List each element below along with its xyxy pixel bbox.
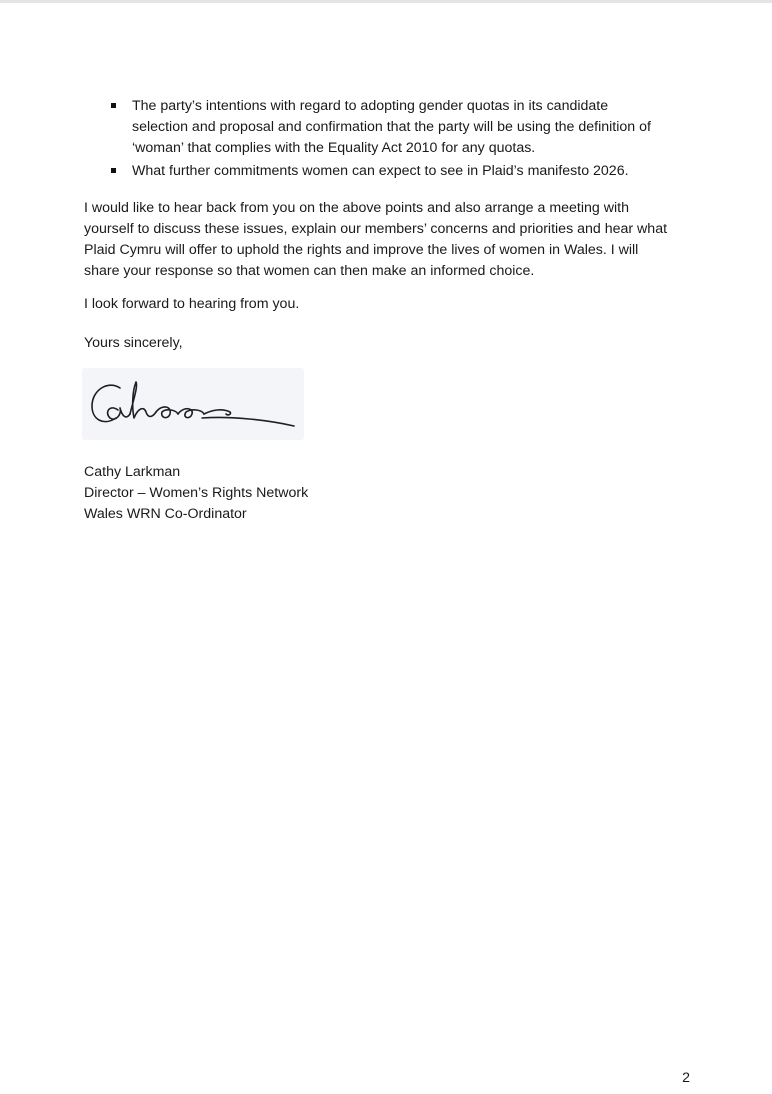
bullet-item-manifesto bbox=[84, 161, 684, 182]
closing-line: I look forward to hearing from you. bbox=[84, 296, 300, 312]
bullet-line: The party’s intentions with regard to adopting gender quotas in its candidate bbox=[132, 98, 609, 114]
paragraph-line: Plaid Cymru will offer to uphold the rights and improve the lives of women in Wales. I will bbox=[84, 242, 639, 258]
bullet-line: selection and proposal and confirmation that the party will be using the definition of bbox=[132, 119, 651, 135]
paragraph-line: I would like to hear back from you on the above points and also arrange a meeting with bbox=[84, 200, 629, 216]
handwritten-signature bbox=[82, 368, 304, 440]
paragraph-line: share your response so that women can then make an informed choice. bbox=[84, 263, 535, 279]
paragraph-line: yourself to discuss these issues, explain our members’ concerns and priorities and hear what bbox=[84, 221, 668, 237]
signatory-title: Director – Women’s Rights Network bbox=[84, 485, 309, 501]
signatory-role: Wales WRN Co-Ordinator bbox=[84, 506, 247, 522]
bullet-item-gender-quotas bbox=[84, 96, 684, 159]
page-top-edge bbox=[0, 0, 772, 3]
request-bullet-list bbox=[84, 96, 684, 184]
bullet-line: ‘woman’ that complies with the Equality Act 2010 for any quotas. bbox=[132, 140, 536, 156]
meeting-request-paragraph bbox=[84, 198, 684, 282]
signatory-block bbox=[84, 462, 484, 525]
valediction: Yours sincerely, bbox=[84, 335, 183, 351]
square-bullet-icon bbox=[111, 168, 116, 173]
bullet-line: What further commitments women can expect to see in Plaid’s manifesto 2026. bbox=[132, 163, 629, 179]
signatory-name: Cathy Larkman bbox=[84, 464, 181, 480]
page-number: 2 bbox=[682, 1070, 690, 1086]
square-bullet-icon bbox=[111, 103, 116, 108]
